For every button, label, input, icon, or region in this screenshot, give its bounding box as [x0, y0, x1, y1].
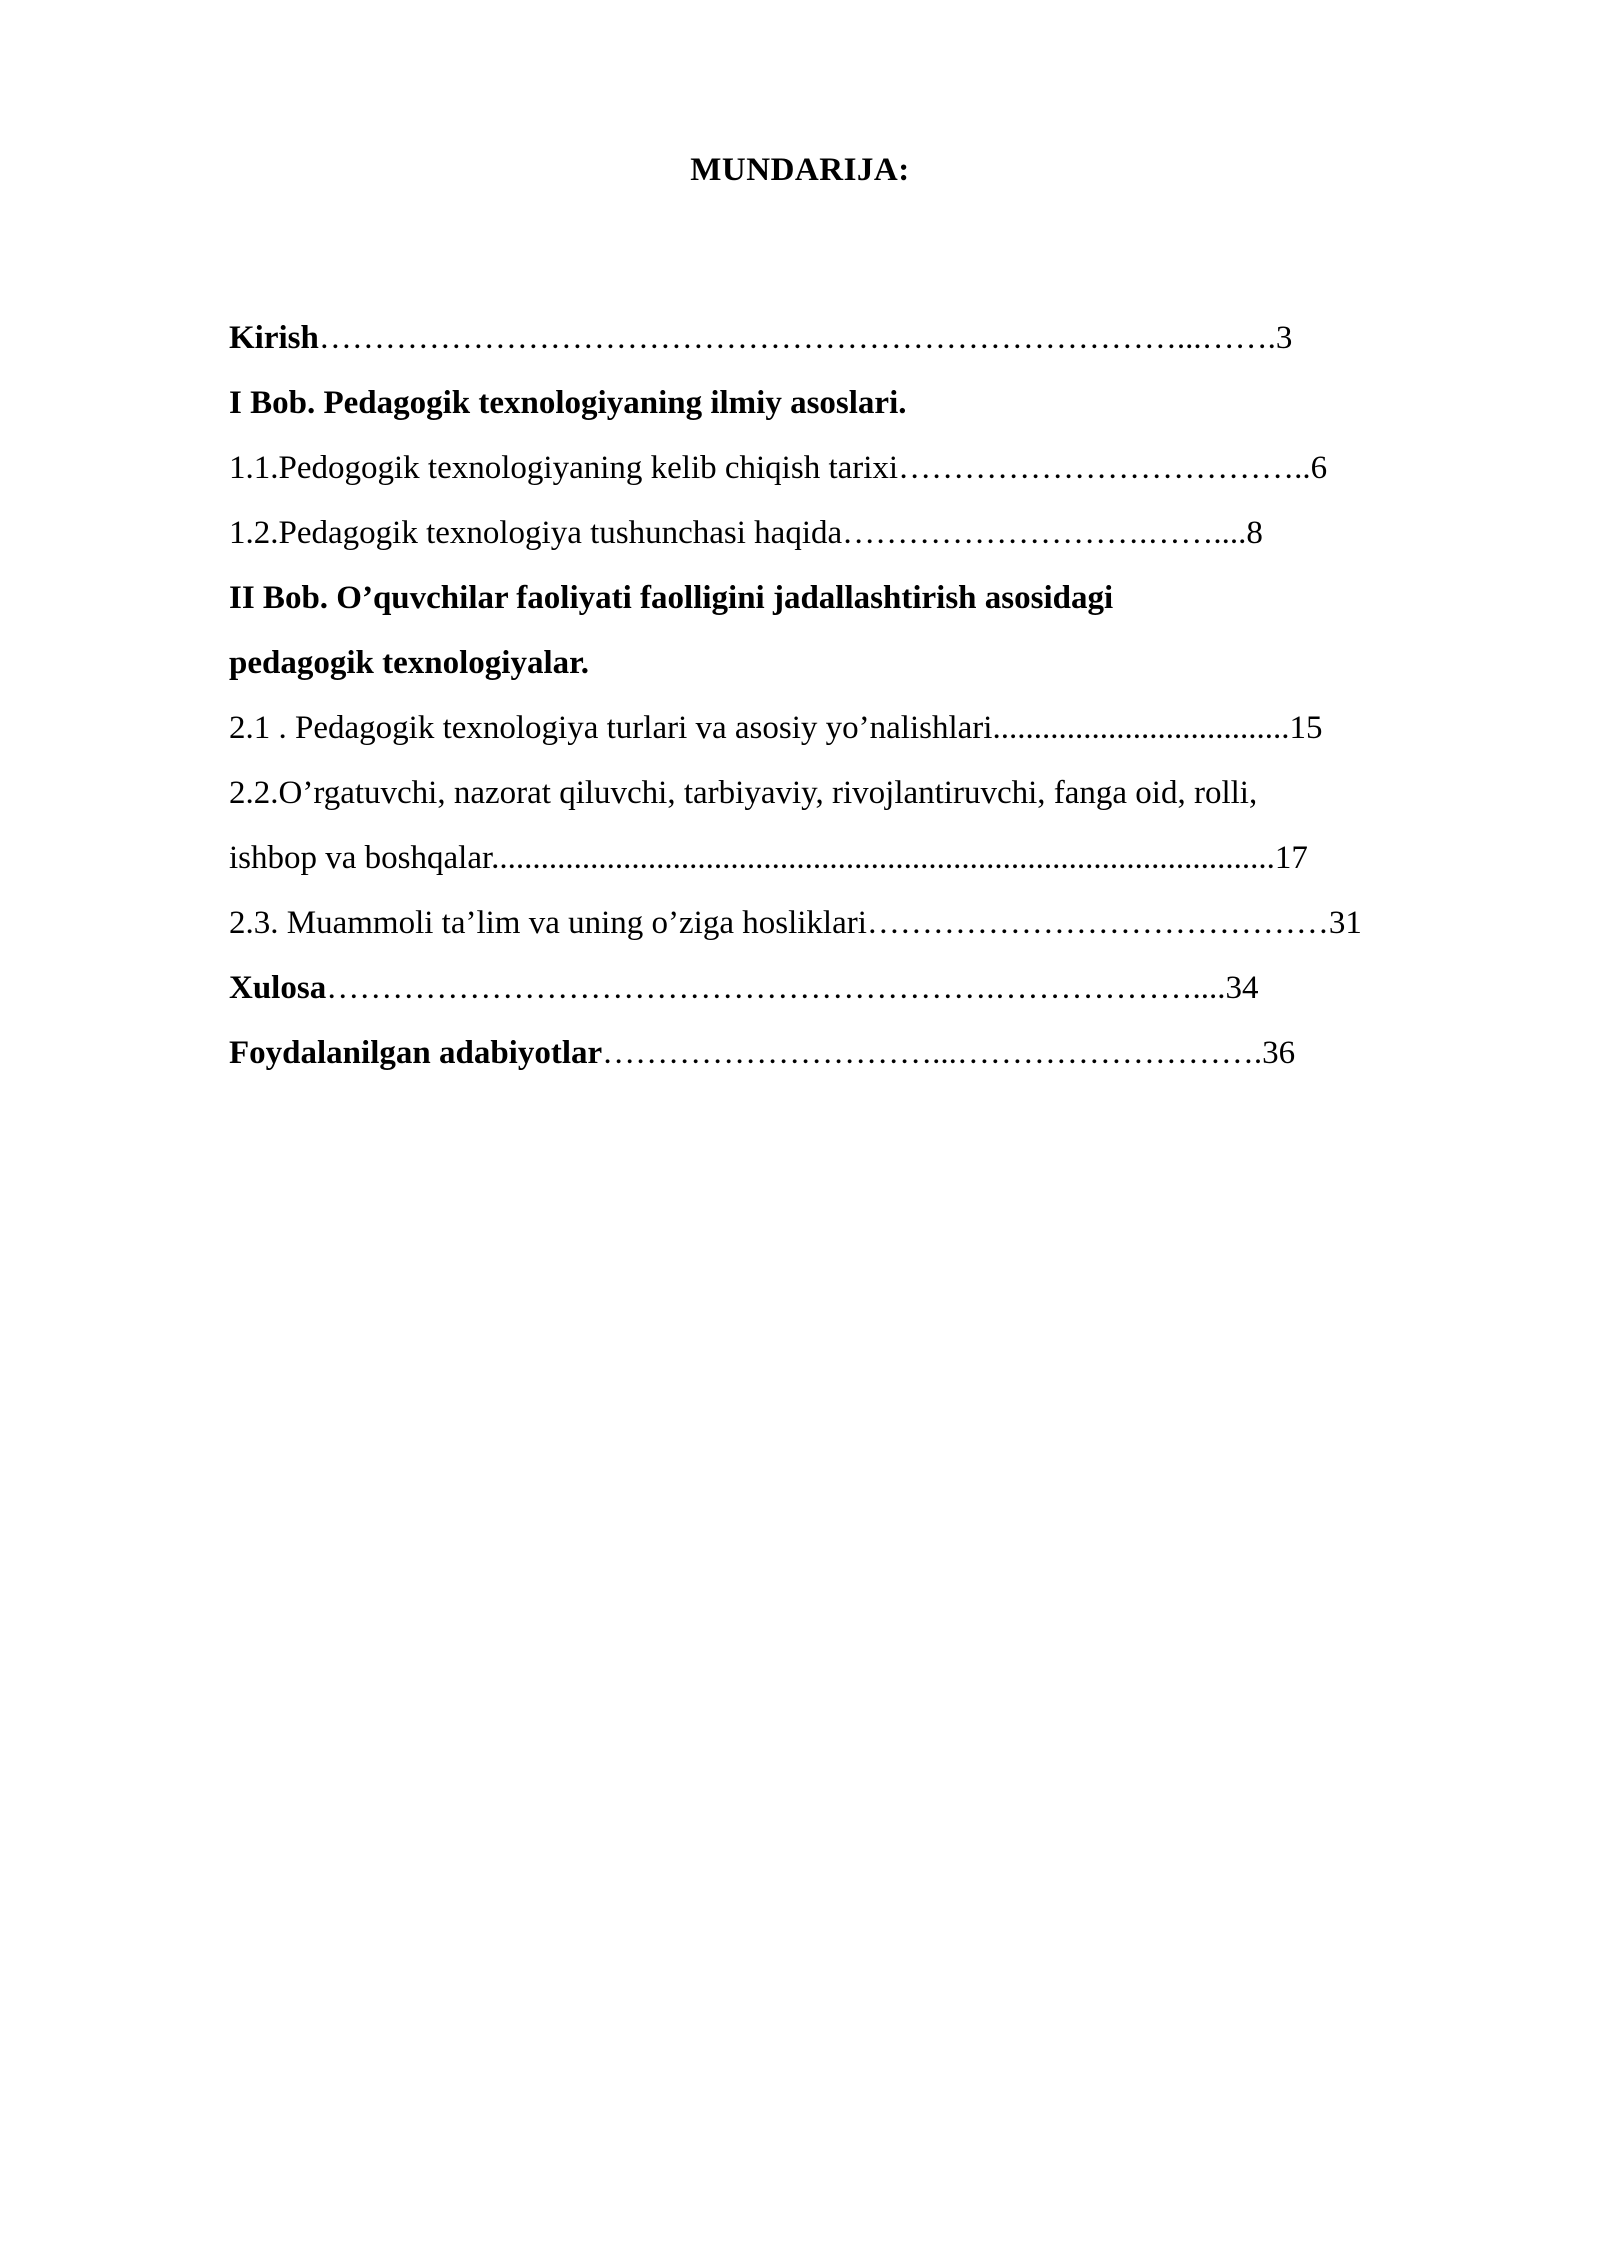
toc-entry — [229, 501, 1489, 566]
toc-entry — [229, 761, 1489, 826]
toc-entry-label: Kirish — [229, 320, 319, 356]
toc-entry-leader: …………………………………… — [866, 905, 1329, 941]
toc-entry-label: 2.3. Muammoli ta’lim va uning o’ziga hosliklari — [229, 905, 867, 941]
toc-entry-leader: ……………………….…….... — [842, 515, 1247, 551]
toc-entry-label: pedagogik texnologiyalar. — [229, 645, 589, 681]
toc-entry-leader: …………………………………………………….……………….... — [326, 970, 1226, 1006]
toc-entry-page: 34 — [1225, 970, 1259, 1006]
toc-entry-label: 1.1.Pedogogik texnologiyaning kelib chiqish tarixi — [229, 450, 899, 486]
table-of-contents — [229, 306, 1489, 1086]
toc-entry — [229, 566, 1489, 631]
toc-entry-page: 3 — [1275, 320, 1293, 356]
toc-entry — [229, 696, 1489, 761]
toc-entry — [229, 371, 1489, 436]
toc-entry-label: Xulosa — [229, 970, 327, 1006]
page-title: MUNDARIJA: — [690, 152, 910, 188]
toc-entry-label: Foydalanilgan adabiyotlar — [229, 1035, 603, 1071]
toc-entry-page: 8 — [1246, 515, 1263, 551]
toc-entry — [229, 891, 1489, 956]
toc-entry — [229, 1021, 1489, 1086]
toc-entry-page: 15 — [1289, 710, 1323, 746]
toc-entry-leader: ……………………………………………………………………...……. — [318, 320, 1276, 356]
toc-entry — [229, 306, 1489, 371]
toc-entry — [229, 826, 1489, 891]
toc-entry — [229, 631, 1489, 696]
toc-entry-leader: …………………………...……………………… — [602, 1035, 1254, 1071]
toc-entry — [229, 436, 1489, 501]
toc-entry-label: 2.2.O’rgatuvchi, nazorat qiluvchi, tarbiyaviy, rivojlantiruvchi, fanga oid, rolli, — [229, 775, 1258, 811]
toc-entry-page: 17 — [1274, 840, 1308, 876]
toc-entry-label: ishbop va boshqalar — [229, 840, 492, 876]
toc-entry-leader: ............................................................................................... — [491, 840, 1275, 876]
toc-entry-leader: .................................... — [992, 710, 1290, 746]
toc-entry-page: 6 — [1310, 450, 1328, 486]
toc-entry-label: 2.1 . Pedagogik texnologiya turlari va asosiy yo’nalishlari — [229, 710, 993, 746]
toc-entry — [229, 956, 1489, 1021]
toc-entry-label: II Bob. O’quvchilar faoliyati faolligini jadallashtirish asosidagi — [229, 580, 1114, 616]
toc-entry-label: 1.2.Pedagogik texnologiya tushunchasi haqida — [229, 515, 843, 551]
toc-entry-page: 31 — [1328, 905, 1362, 941]
toc-entry-label: I Bob. Pedagogik texnologiyaning ilmiy asoslari. — [229, 385, 907, 421]
toc-entry-leader: ……………………………….. — [898, 450, 1311, 486]
toc-entry-page: .36 — [1253, 1035, 1296, 1071]
